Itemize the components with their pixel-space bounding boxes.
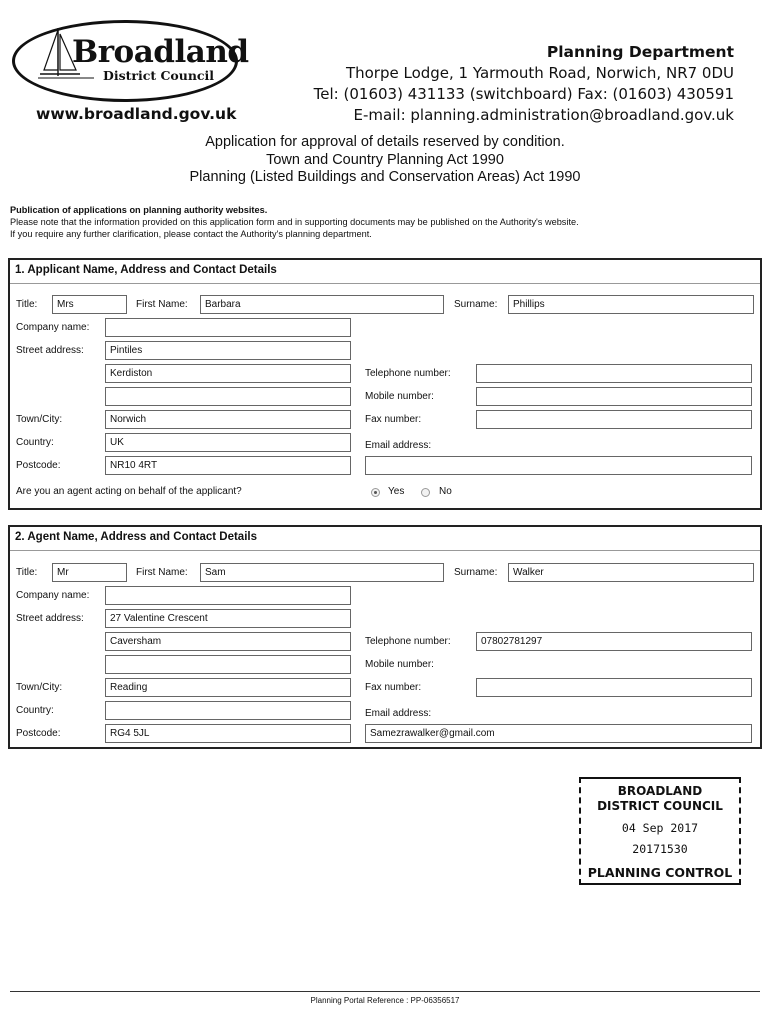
town-label: Town/City: bbox=[16, 414, 63, 425]
town-label: Town/City: bbox=[16, 682, 63, 693]
application-title bbox=[0, 134, 770, 187]
department-email: E-mail: planning.administration@broadland.gov.uk bbox=[353, 106, 734, 124]
application-title-line: Application for approval of details reserved by condition. bbox=[205, 134, 565, 150]
surname-label: Surname: bbox=[454, 567, 498, 578]
first-name-label: First Name: bbox=[136, 567, 188, 578]
agent-title-field[interactable]: Mr bbox=[52, 563, 127, 582]
company-name-label: Company name: bbox=[16, 590, 90, 601]
agent-no-radio[interactable] bbox=[421, 488, 430, 497]
agent-section bbox=[8, 525, 762, 749]
agent-first-name-field[interactable]: Sam bbox=[200, 563, 444, 582]
agent-telephone-field[interactable]: 07802781297 bbox=[476, 632, 752, 651]
applicant-postcode-field[interactable]: NR10 4RT bbox=[105, 456, 351, 475]
agent-yes-label: Yes bbox=[388, 486, 405, 497]
email-label: Email address: bbox=[365, 708, 432, 719]
applicant-email-field[interactable] bbox=[365, 456, 752, 475]
agent-fax-field[interactable] bbox=[476, 678, 752, 697]
stamp-number: 20171530 bbox=[632, 842, 688, 856]
agent-email-field[interactable]: Samezrawalker@gmail.com bbox=[365, 724, 752, 743]
title-label: Title: bbox=[16, 567, 38, 578]
title-label: Title: bbox=[16, 299, 38, 310]
agent-street-line1-field[interactable]: 27 Valentine Crescent bbox=[105, 609, 351, 628]
email-label: Email address: bbox=[365, 440, 432, 451]
stamp-department: PLANNING CONTROL bbox=[587, 865, 733, 880]
logo-wordmark: Broadland bbox=[72, 34, 249, 70]
street-address-label: Street address: bbox=[16, 613, 84, 624]
applicant-surname-field[interactable]: Phillips bbox=[508, 295, 754, 314]
applicant-first-name-field[interactable]: Barbara bbox=[200, 295, 444, 314]
publication-text: Please note that the information provided on this application form and in supporting documents may be published on the Authority's website. bbox=[10, 217, 579, 228]
section-divider bbox=[10, 283, 760, 284]
mobile-label: Mobile number: bbox=[365, 391, 434, 402]
agent-no-label: No bbox=[439, 486, 452, 497]
application-title-line: Planning (Listed Buildings and Conservation Areas) Act 1990 bbox=[189, 169, 581, 185]
department-contact-block bbox=[314, 42, 734, 126]
stamp-line: BROADLAND bbox=[617, 784, 703, 798]
section-divider bbox=[10, 550, 760, 551]
planning-portal-reference: Planning Portal Reference : PP-06356517 bbox=[310, 996, 460, 1005]
applicant-fax-field[interactable] bbox=[476, 410, 752, 429]
stamp-date: 04 Sep 2017 bbox=[621, 821, 699, 835]
telephone-label: Telephone number: bbox=[365, 368, 451, 379]
postcode-label: Postcode: bbox=[16, 728, 61, 739]
fax-label: Fax number: bbox=[365, 414, 422, 425]
applicant-company-field[interactable] bbox=[105, 318, 351, 337]
country-label: Country: bbox=[16, 705, 54, 716]
agent-section-heading: 2. Agent Name, Address and Contact Details bbox=[15, 531, 257, 543]
publication-heading: Publication of applications on planning authority websites. bbox=[10, 205, 268, 215]
stamp-council-name bbox=[581, 784, 739, 814]
publication-notice bbox=[10, 204, 760, 241]
application-title-line: Town and Country Planning Act 1990 bbox=[266, 151, 504, 168]
agent-town-field[interactable]: Reading bbox=[105, 678, 351, 697]
agent-yes-radio[interactable] bbox=[371, 488, 380, 497]
department-address: Thorpe Lodge, 1 Yarmouth Road, Norwich, NR7 0DU bbox=[345, 64, 734, 82]
postcode-label: Postcode: bbox=[16, 460, 61, 471]
company-name-label: Company name: bbox=[16, 322, 90, 333]
country-label: Country: bbox=[16, 437, 54, 448]
agent-street-line2-field[interactable]: Caversham bbox=[105, 632, 351, 651]
applicant-section-heading: 1. Applicant Name, Address and Contact Details bbox=[15, 264, 277, 276]
agent-country-field[interactable] bbox=[105, 701, 351, 720]
agent-surname-field[interactable]: Walker bbox=[508, 563, 754, 582]
department-telephone: Tel: (01603) 431133 (switchboard) Fax: (01603) 430591 bbox=[313, 85, 734, 103]
footer-divider bbox=[10, 991, 760, 992]
logo-subtitle: District Council bbox=[103, 68, 215, 83]
mobile-label: Mobile number: bbox=[365, 659, 434, 670]
applicant-title-field[interactable]: Mrs bbox=[52, 295, 127, 314]
agent-postcode-field[interactable]: RG4 5JL bbox=[105, 724, 351, 743]
agent-street-line3-field[interactable] bbox=[105, 655, 351, 674]
department-title: Planning Department bbox=[546, 43, 734, 61]
agent-question: Are you an agent acting on behalf of the applicant? bbox=[16, 486, 242, 497]
applicant-telephone-field[interactable] bbox=[476, 364, 752, 383]
telephone-label: Telephone number: bbox=[365, 636, 451, 647]
applicant-mobile-field[interactable] bbox=[476, 387, 752, 406]
stamp-line: DISTRICT COUNCIL bbox=[597, 799, 723, 813]
fax-label: Fax number: bbox=[365, 682, 422, 693]
street-address-label: Street address: bbox=[16, 345, 84, 356]
applicant-street-line1-field[interactable]: Pintiles bbox=[105, 341, 351, 360]
applicant-street-line3-field[interactable] bbox=[105, 387, 351, 406]
publication-text: If you require any further clarification, please contact the Authority's planning department. bbox=[10, 229, 372, 240]
applicant-street-line2-field[interactable]: Kerdiston bbox=[105, 364, 351, 383]
surname-label: Surname: bbox=[454, 299, 498, 310]
applicant-country-field[interactable]: UK bbox=[105, 433, 351, 452]
applicant-town-field[interactable]: Norwich bbox=[105, 410, 351, 429]
received-stamp bbox=[579, 777, 741, 885]
website-url: www.broadland.gov.uk bbox=[36, 105, 237, 123]
first-name-label: First Name: bbox=[136, 299, 188, 310]
agent-company-field[interactable] bbox=[105, 586, 351, 605]
applicant-section bbox=[8, 258, 762, 510]
